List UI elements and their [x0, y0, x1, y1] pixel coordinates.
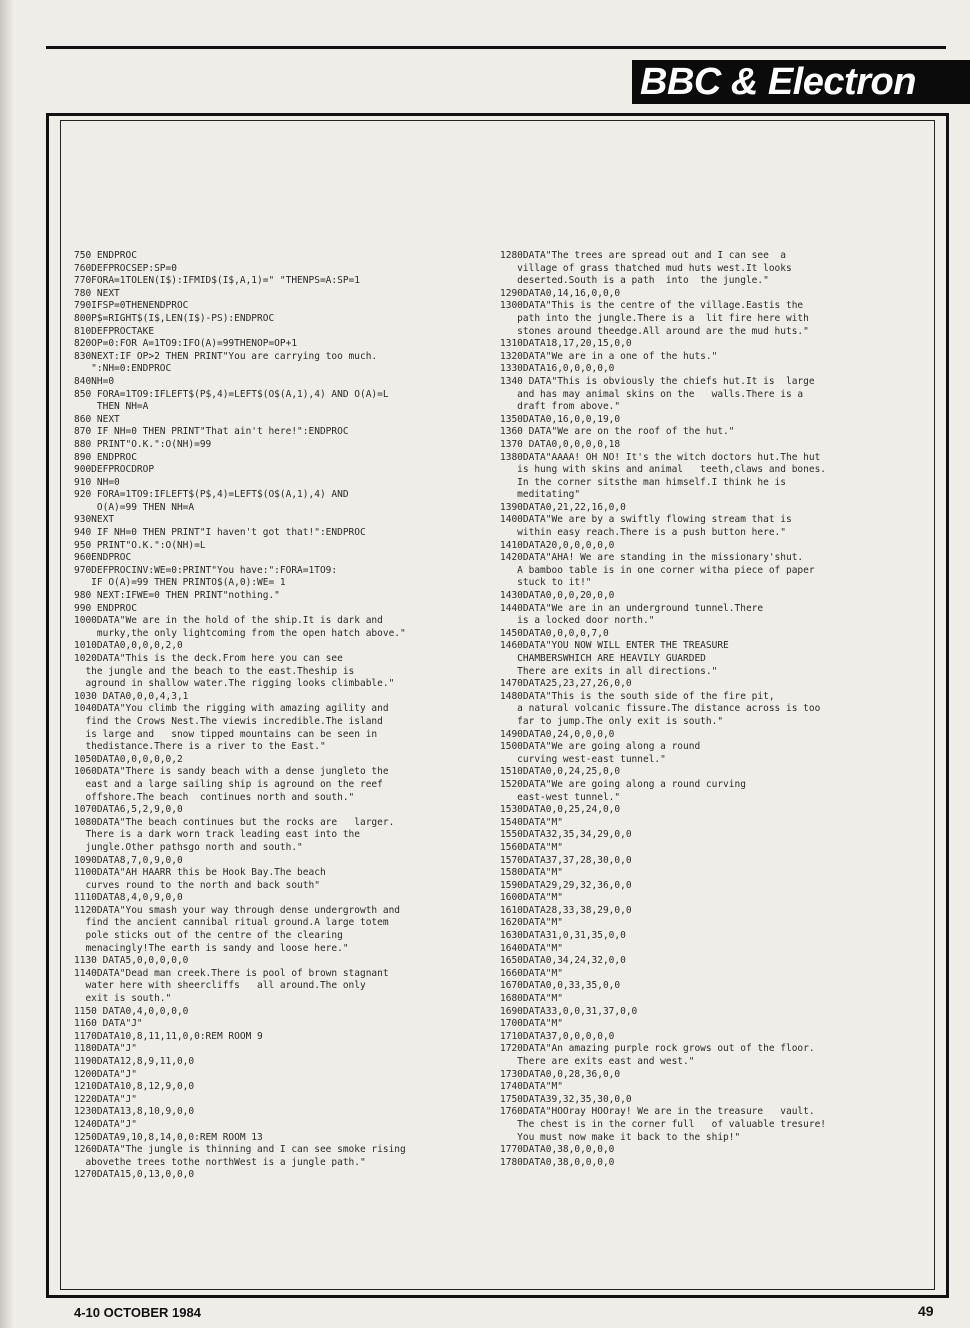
program-listing-right-column: 1280DATA"The trees are spread out and I can see a village of grass thatched mud huts west.It looks deserted.South is a path into the jungle." 1290DATA0,14,16,0,0,0 1300DATA"This is the centre of the village.Eastis the path into the jungle.There is a lit fire here with stones around theedge.All around are the mud huts." 1310DATA18,17,20,15,0,0 1320DATA"We are in a one of the huts." 1330DATA16,0,0,0,0,0 1340 DATA"This is obviously the chiefs hut.It is large and has may animal skins on the walls.There is a draft from above." 1350DATA0,16,0,0,19,0 1360 DATA"We are on the roof of the hut." 1370 DATA0,0,0,0,0,18 1380DATA"AAAA! OH NO! It's the witch doctors hut.The hut is hung with skins and animal teeth,claws and bones. In the corner sitsthe man himself.I think he is meditating" 1390DATA0,21,22,16,0,0 1400DATA"We are by a swiftly flowing stream that is within easy reach.There is a push button here." 1410DATA20,0,0,0,0,0 1420DATA"AHA! We are standing in the missionary'shut. A bamboo table is in one corner witha piece of paper stuck to it!" 1430DATA0,0,0,20,0,0 1440DATA"We are in an underground tunnel.There is a locked door north." 1450DATA0,0,0,0,7,0 1460DATA"YOU NOW WILL ENTER THE TREASURE CHAMBERSWHICH ARE HEAVILY GUARDED There are exits in all directions." 1470DATA25,23,27,26,0,0 1480DATA"This is the south side of the fire pit, a natural volcanic fissure.The distance across is too far to jump.The only exit is south." 1490DATA0,24,0,0,0,0 1500DATA"We are going along a round curving west-east tunnel." 1510DATA0,0,24,25,0,0 1520DATA"We are going along a round curving east-west tunnel." 1530DATA0,0,25,24,0,0 1540DATA"M" 1550DATA32,35,34,29,0,0 1560DATA"M" 1570DATA37,37,28,30,0,0 1580DATA"M" 1590DATA29,29,32,36,0,0 1600DATA"M" 1610DATA28,33,38,29,0,0 1620DATA"M" 1630DATA31,0,31,35,0,0 1640DATA"M" 1650DATA0,34,24,32,0,0 1660DATA"M" 1670DATA0,0,33,35,0,0 1680DATA"M" 1690DATA33,0,0,31,37,0,0 1700DATA"M" 1710DATA37,0,0,0,0,0 1720DATA"An amazing purple rock grows out of the floor. There are exits east and west." 1730DATA0,0,28,36,0,0 1740DATA"M" 1750DATA39,32,35,30,0,0 1760DATA"HOOray HOOray! We are in the treasure vault. The chest is in the corner full of valuable tresure! You must now make it back to the ship!" 1770DATA0,38,0,0,0,0 1780DATA0,38,0,0,0,0	[500, 250, 827, 1168]
section-banner	[632, 60, 970, 104]
top-rule	[46, 46, 946, 49]
program-listing-left-column: 750 ENDPROC 760DEFPROCSEP:SP=0 770FORA=1TOLEN(I$):IFMID$(I$,A,1)=" "THENPS=A:SP=1 780 NEXT 790IFSP=0THENENDPROC 800P$=RIGHT$(I$,LEN(I$)-PS):ENDPROC 810DEFPROCTAKE 820OP=0:FOR A=1TO9:IFO(A)=99THENOP=OP+1 830NEXT:IF OP>2 THEN PRINT"You are carrying too much. ":NH=0:ENDPROC 840NH=0 850 FORA=1TO9:IFLEFT$(P$,4)=LEFT$(O$(A,1),4) AND O(A)=L THEN NH=A 860 NEXT 870 IF NH=0 THEN PRINT"That ain't here!":ENDPROC 880 PRINT"O.K.":O(NH)=99 890 ENDPROC 900DEFPROCDROP 910 NH=0 920 FORA=1TO9:IFLEFT$(P$,4)=LEFT$(O$(A,1),4) AND O(A)=99 THEN NH=A 930NEXT 940 IF NH=0 THEN PRINT"I haven't got that!":ENDPROC 950 PRINT"O.K.":O(NH)=L 960ENDPROC 970DEFPROCINV:WE=0:PRINT"You have:":FORA=1TO9: IF O(A)=99 THEN PRINTO$(A,0):WE= 1 980 NEXT:IFWE=0 THEN PRINT"nothing." 990 ENDPROC 1000DATA"We are in the hold of the ship.It is dark and murky,the only lightcoming from the open hatch above." 1010DATA0,0,0,0,2,0 1020DATA"This is the deck.From here you can see the jungle and the beach to the east.Theship is aground in shallow water.The rigging looks climbable." 1030 DATA0,0,0,4,3,1 1040DATA"You climb the rigging with amazing agility and find the Crows Nest.The viewis incredible.The island is large and snow tipped mountains can be seen in thedistance.There is a river to the East." 1050DATA0,0,0,0,0,2 1060DATA"There is sandy beach with a dense jungleto the east and a large sailing ship is aground on the reef offshore.The beach continues north and south." 1070DATA6,5,2,9,0,0 1080DATA"The beach continues but the rocks are larger. There is a dark worn track leading east into the jungle.Other pathsgo north and south." 1090DATA8,7,0,9,0,0 1100DATA"AH HAARR this be Hook Bay.The beach curves round to the north and back south" 1110DATA8,4,0,9,0,0 1120DATA"You smash your way through dense undergrowth and find the ancient cannibal ritual ground.A large totem pole sticks out of the centre of the clearing menacingly!The earth is sandy and loose here." 1130 DATA5,0,0,0,0,0 1140DATA"Dead man creek.There is pool of brown stagnant water here with sheercliffs all around.The only exit is south." 1150 DATA0,4,0,0,0,0 1160 DATA"J" 1170DATA10,8,11,11,0,0:REM ROOM 9 1180DATA"J" 1190DATA12,8,9,11,0,0 1200DATA"J" 1210DATA10,8,12,9,0,0 1220DATA"J" 1230DATA13,8,10,9,0,0 1240DATA"J" 1250DATA9,10,8,14,0,0:REM ROOM 13 1260DATA"The jungle is thinning and I can see smoke rising abovethe trees tothe northWest is a jungle path." 1270DATA15,0,13,0,0,0	[74, 250, 406, 1181]
issue-date: 4-10 OCTOBER 1984	[74, 1305, 201, 1320]
page-spine-shadow	[0, 0, 14, 1328]
section-title: BBC & Electron	[640, 61, 916, 103]
page-number: 49	[918, 1303, 934, 1319]
